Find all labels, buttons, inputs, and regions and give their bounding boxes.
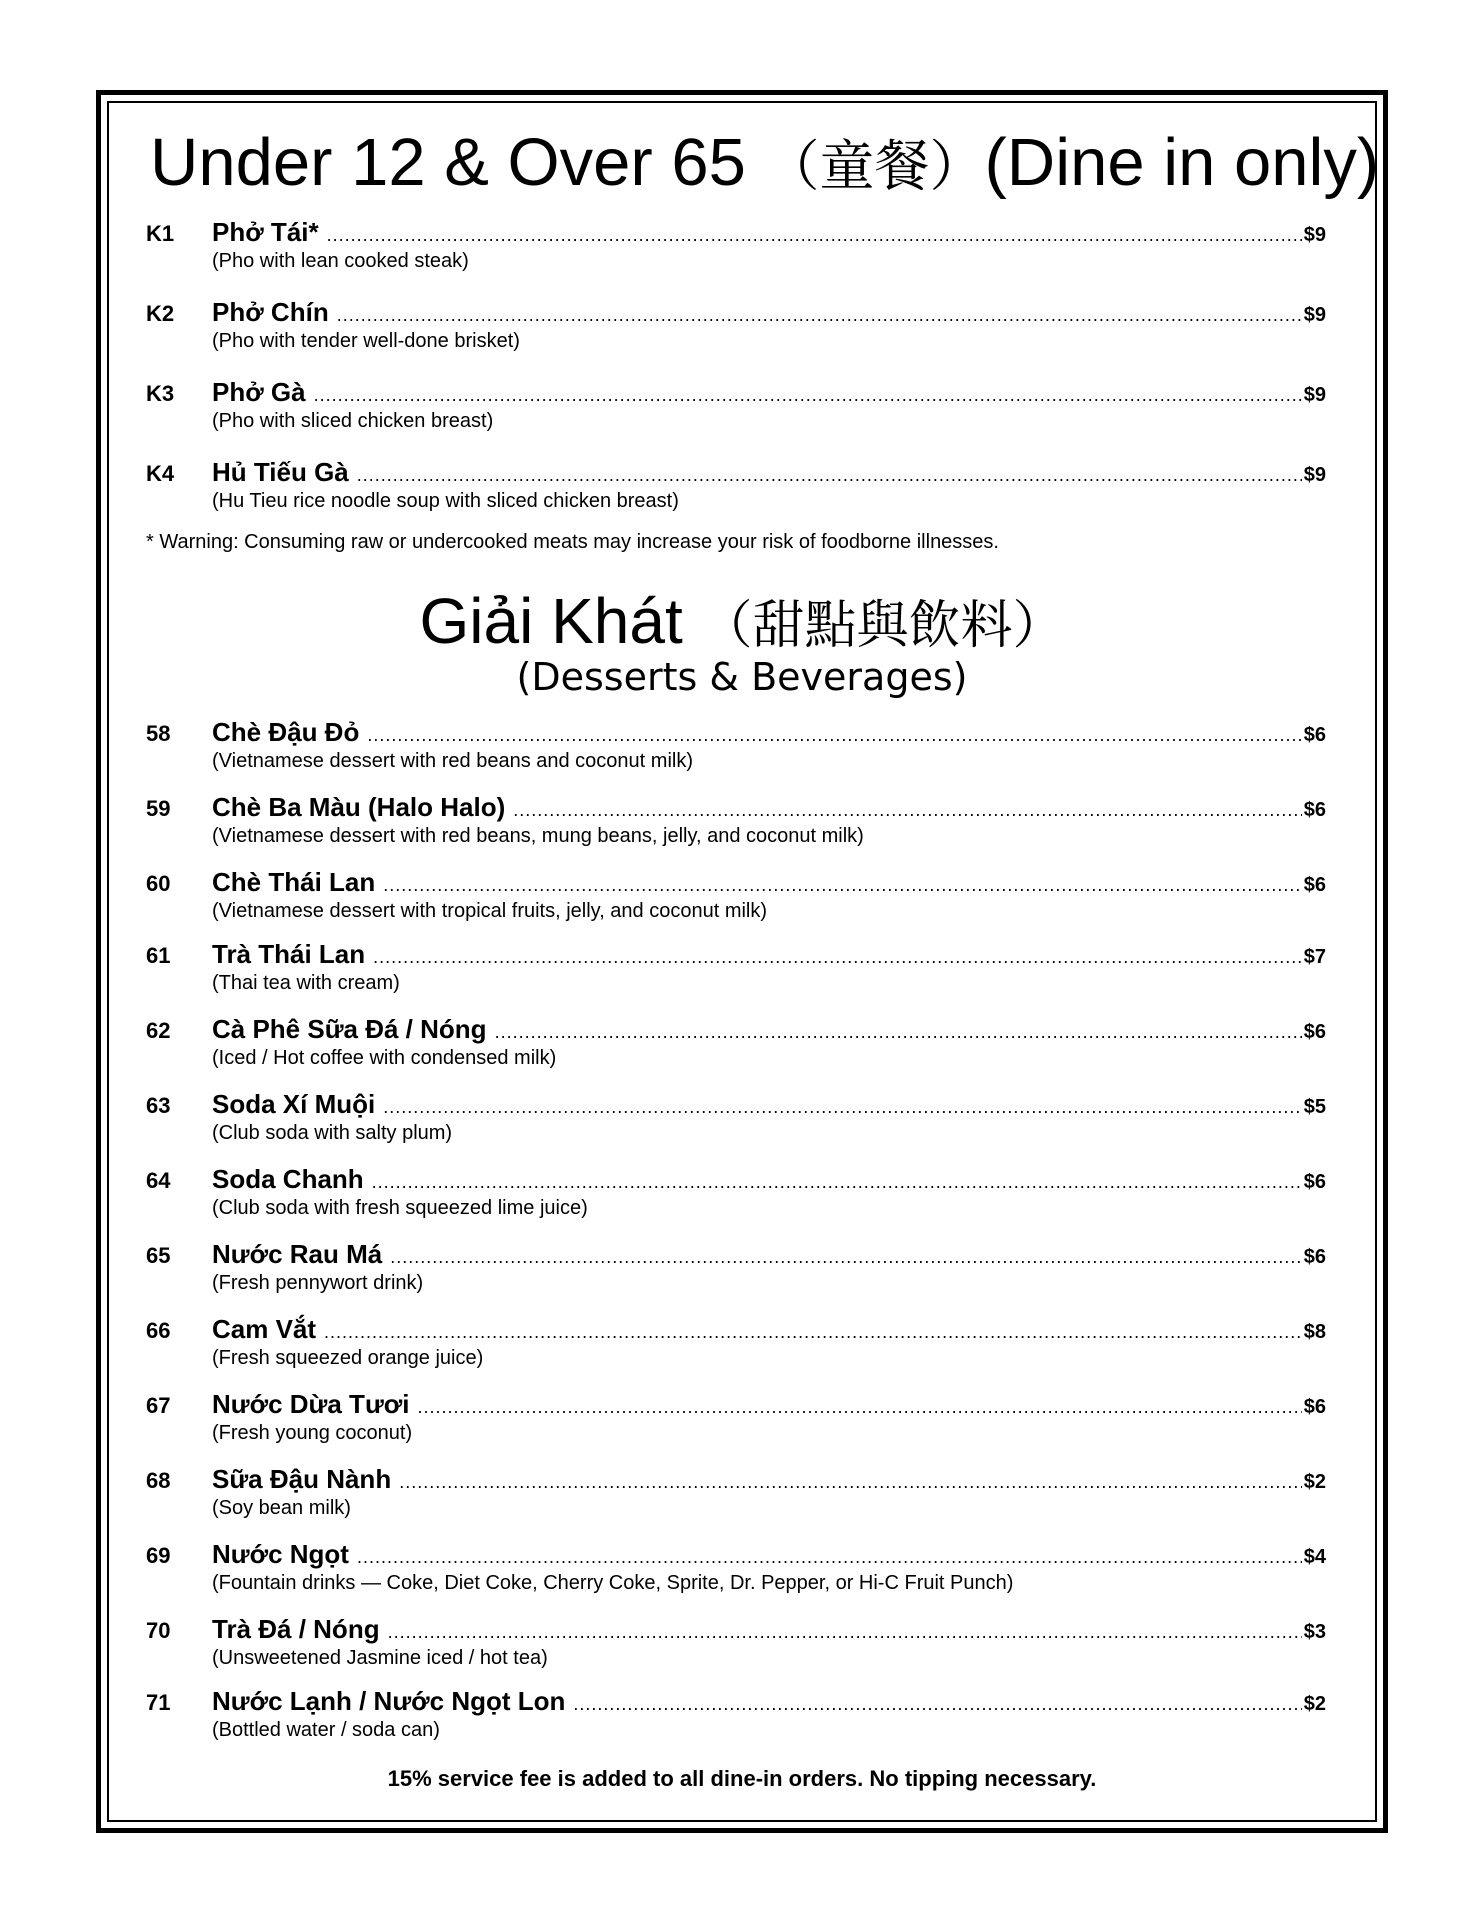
kids-menu-title — [150, 118, 1380, 211]
kids-title-cjk: （童餐） — [764, 134, 985, 198]
item-description: (Soy bean milk) — [212, 1497, 351, 1519]
item-name: Trà Đá / Nóng — [212, 1614, 380, 1644]
menu-item-k1 — [146, 217, 1326, 273]
item-price: $6 — [1303, 1171, 1326, 1193]
desserts-subtitle: (Desserts & Beverages) — [516, 655, 968, 699]
item-code: 58 — [146, 721, 171, 746]
menu-item-63 — [146, 1089, 1326, 1145]
item-name: Chè Ba Màu (Halo Halo) — [212, 792, 506, 822]
leader-dots — [324, 1322, 1302, 1343]
desserts-title-cjk: （甜點與飲料） — [700, 596, 1065, 656]
item-description: (Thai tea with cream) — [212, 972, 400, 994]
leader-dots — [399, 1472, 1302, 1493]
leader-dots — [390, 1247, 1302, 1268]
item-price: $6 — [1303, 874, 1326, 896]
item-description: (Fresh squeezed orange juice) — [212, 1347, 484, 1369]
item-price: $6 — [1303, 799, 1326, 821]
item-price: $4 — [1303, 1546, 1326, 1568]
leader-dots — [513, 800, 1302, 821]
item-code: 62 — [146, 1018, 171, 1043]
leader-dots — [327, 225, 1302, 246]
item-description: (Bottled water / soda can) — [212, 1719, 440, 1741]
item-name: Nước Dừa Tươi — [212, 1389, 410, 1419]
service-fee-note: 15% service fee is added to all dine-in orders. No tipping necessary. — [387, 1766, 1097, 1791]
menu-item-60 — [146, 867, 1326, 923]
leader-dots — [367, 725, 1301, 746]
menu-item-61 — [146, 939, 1326, 995]
item-code: K4 — [146, 461, 175, 486]
menu-item-64 — [146, 1164, 1326, 1220]
item-code: K2 — [146, 301, 175, 326]
menu-item-62 — [146, 1014, 1326, 1070]
menu-item-66 — [146, 1314, 1326, 1370]
leader-dots — [573, 1694, 1301, 1715]
menu-item-65 — [146, 1239, 1326, 1295]
leader-dots — [495, 1022, 1302, 1043]
item-description: (Unsweetened Jasmine iced / hot tea) — [212, 1647, 548, 1669]
menu-item-59 — [146, 792, 1326, 848]
item-name: Soda Xí Muội — [212, 1089, 376, 1119]
leader-dots — [314, 385, 1302, 406]
desserts-title — [0, 580, 1484, 667]
item-price: $2 — [1303, 1693, 1326, 1715]
item-description: (Club soda with fresh squeezed lime juice) — [212, 1197, 588, 1219]
item-code: 71 — [146, 1690, 171, 1715]
item-name: Phở Chín — [212, 297, 329, 327]
menu-item-70 — [146, 1614, 1326, 1670]
leader-dots — [388, 1622, 1302, 1643]
item-description: (Vietnamese dessert with red beans and coconut milk) — [212, 750, 693, 772]
leader-dots — [357, 1547, 1302, 1568]
desserts-title-text: Giải Khát — [419, 585, 701, 657]
item-price: $9 — [1303, 224, 1326, 246]
item-price: $9 — [1303, 464, 1326, 486]
item-price: $7 — [1303, 946, 1326, 968]
menu-item-k3 — [146, 377, 1326, 433]
menu-item-71 — [146, 1686, 1326, 1742]
item-code: 61 — [146, 943, 171, 968]
item-name: Sữa Đậu Nành — [212, 1464, 392, 1494]
item-price: $9 — [1303, 304, 1326, 326]
item-description: (Fountain drinks — Coke, Diet Coke, Cherry Coke, Sprite, Dr. Pepper, or Hi-C Fruit Punch) — [212, 1572, 1014, 1594]
item-code: 69 — [146, 1543, 171, 1568]
leader-dots — [383, 1097, 1302, 1118]
item-description: (Pho with tender well-done brisket) — [212, 330, 520, 352]
item-price: $8 — [1303, 1321, 1326, 1343]
leader-dots — [383, 875, 1302, 896]
item-code: K1 — [146, 221, 175, 246]
item-name: Trà Thái Lan — [212, 939, 366, 969]
item-name: Nước Ngọt — [212, 1539, 349, 1569]
item-code: 66 — [146, 1318, 171, 1343]
item-price: $5 — [1303, 1096, 1326, 1118]
item-price: $2 — [1303, 1471, 1326, 1493]
item-code: 59 — [146, 796, 171, 821]
kids-title-suffix: (Dine in only) — [984, 125, 1380, 200]
item-code: 63 — [146, 1093, 171, 1118]
menu-item-k2 — [146, 297, 1326, 353]
item-name: Phở Gà — [212, 377, 306, 407]
item-description: (Pho with lean cooked steak) — [212, 250, 469, 272]
item-description: (Fresh young coconut) — [212, 1422, 413, 1444]
leader-dots — [337, 305, 1302, 326]
item-description: (Vietnamese dessert with tropical fruits, jelly, and coconut milk) — [212, 900, 768, 922]
menu-item-k4 — [146, 457, 1326, 513]
item-description: (Pho with sliced chicken breast) — [212, 410, 494, 432]
item-description: (Club soda with salty plum) — [212, 1122, 453, 1144]
item-description: (Iced / Hot coffee with condensed milk) — [212, 1047, 557, 1069]
item-name: Soda Chanh — [212, 1164, 364, 1194]
item-description: (Vietnamese dessert with red beans, mung beans, jelly, and coconut milk) — [212, 825, 864, 847]
item-code: 64 — [146, 1168, 171, 1193]
item-code: 68 — [146, 1468, 171, 1493]
food-safety-warning: * Warning: Consuming raw or undercooked meats may increase your risk of foodborne illnesses. — [146, 531, 999, 553]
item-price: $6 — [1303, 1246, 1326, 1268]
item-name: Chè Đậu Đỏ — [212, 717, 360, 747]
leader-dots — [357, 465, 1302, 486]
item-name: Chè Thái Lan — [212, 867, 376, 897]
item-price: $3 — [1303, 1621, 1326, 1643]
menu-item-58 — [146, 717, 1326, 773]
item-description: (Fresh pennywort drink) — [212, 1272, 424, 1294]
item-code: 67 — [146, 1393, 171, 1418]
item-name: Cam Vắt — [212, 1314, 317, 1344]
item-name: Nước Rau Má — [212, 1239, 383, 1269]
menu-item-67 — [146, 1389, 1326, 1445]
menu-item-69 — [146, 1539, 1326, 1595]
menu-item-68 — [146, 1464, 1326, 1520]
leader-dots — [372, 1172, 1302, 1193]
item-price: $9 — [1303, 384, 1326, 406]
leader-dots — [373, 947, 1302, 968]
leader-dots — [417, 1397, 1301, 1418]
item-code: 70 — [146, 1618, 171, 1643]
item-code: 60 — [146, 871, 171, 896]
item-name: Hủ Tiếu Gà — [212, 457, 349, 487]
item-code: K3 — [146, 381, 175, 406]
item-code: 65 — [146, 1243, 171, 1268]
item-description: (Hu Tieu rice noodle soup with sliced chicken breast) — [212, 490, 679, 512]
kids-title-text: Under 12 & Over 65 — [150, 125, 765, 200]
item-price: $6 — [1303, 724, 1326, 746]
item-price: $6 — [1303, 1021, 1326, 1043]
item-name: Cà Phê Sữa Đá / Nóng — [212, 1014, 487, 1044]
item-name: Phở Tái* — [212, 217, 319, 247]
item-price: $6 — [1303, 1396, 1326, 1418]
item-name: Nước Lạnh / Nước Ngọt Lon — [212, 1686, 566, 1716]
